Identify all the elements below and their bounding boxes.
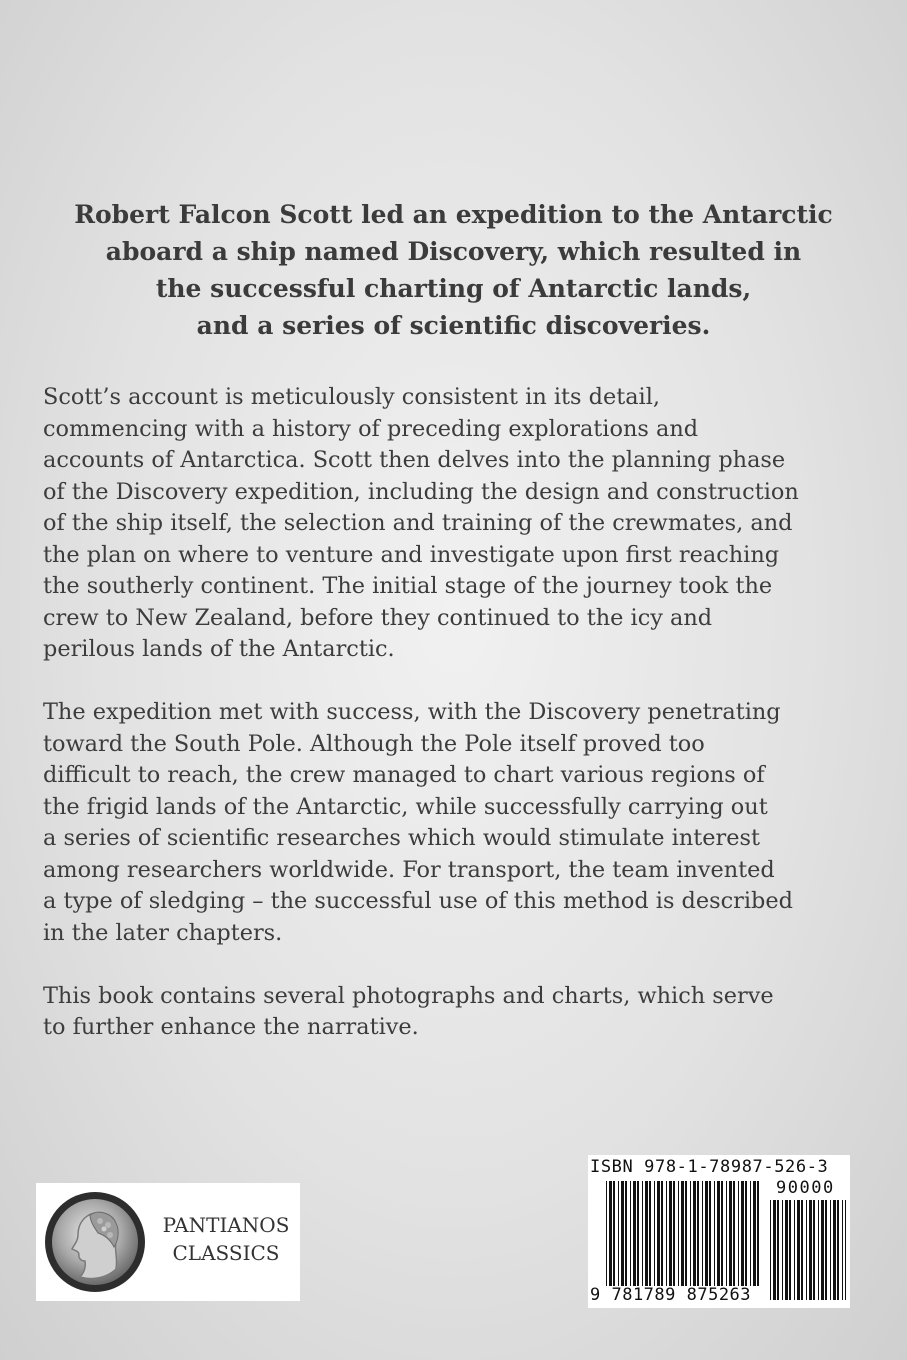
barcode-bar [770,1200,771,1300]
text-line: a type of sledging – the successful use of this method is described [43,888,793,914]
text-line: of the Discovery expedition, including the design and construction [43,478,799,505]
barcode-bar [773,1200,776,1300]
barcode-bar [738,1181,739,1286]
text-line: The expedition met with success, with the Discovery penetrating [43,699,781,725]
barcode-bar [657,1181,660,1286]
coin-head-icon [44,1191,146,1293]
barcode-bar [625,1181,627,1286]
barcode-bar [750,1181,751,1286]
barcode-bar [777,1200,779,1300]
barcode-bar [673,1181,675,1286]
tagline-line: aboard a ship named Discovery, which resulted in [105,237,802,266]
paragraph-3 [43,981,873,1044]
text-line: toward the South Pole. Although the Pole itself proved too [43,730,705,757]
publisher-name-line: CLASSICS [172,1241,280,1265]
barcode-bar [733,1181,735,1286]
text-line: among researchers worldwide. For transport, the team invented [43,856,775,883]
text-line: Scott’s account is meticulously consistent in its detail, [43,384,660,410]
text-line: This book contains several photographs and charts, which serve [43,982,774,1009]
barcode-bar [789,1200,791,1300]
tagline-line: the successful charting of Antarctic lands, [155,274,752,303]
barcode-bar [633,1181,636,1286]
text-line: the plan on where to venture and investigate upon first reaching [43,541,780,568]
barcode-bar [661,1181,663,1286]
barcode-bar [613,1181,615,1286]
text-line: commencing with a history of preceding explorations and [43,415,699,442]
barcode-bar [654,1181,655,1286]
barcode-addon-bars [770,1200,846,1300]
barcode-bar [669,1181,672,1286]
text-line: difficult to reach, the crew managed to chart various regions of [43,762,765,788]
barcode-bar [606,1181,607,1286]
barcode-bar [697,1181,699,1286]
text-line: to further enhance the narrative. [43,1014,419,1040]
isbn-digits: 9 781789 875263 [590,1285,752,1305]
barcode-bar [621,1181,624,1286]
text-line: the southerly continent. The initial stage of the journey took the [43,573,773,599]
barcode-bar [729,1181,732,1286]
barcode-bar [825,1200,827,1300]
barcode-bar [842,1200,843,1300]
barcode-bar [642,1181,643,1286]
barcode-bar [705,1181,708,1286]
barcode-bar [709,1181,711,1286]
barcode-bar [702,1181,703,1286]
text-line: the frigid lands of the Antarctic, while successfully carrying out [43,793,768,820]
text-line: of the ship itself, the selection and training of the crewmates, and [43,510,793,536]
barcode-bar [809,1200,812,1300]
barcode-bar [609,1181,612,1286]
text-line: perilous lands of the Antarctic. [43,636,395,662]
tagline-line: Robert Falcon Scott led an expedition to the Antarctic [74,200,833,229]
barcode-bar [741,1181,744,1286]
publisher-logo [36,1183,300,1301]
barcode-bar [714,1181,715,1286]
isbn-label: ISBN 978-1-78987-526-3 [590,1157,829,1177]
barcode-bar [666,1181,667,1286]
barcode-bar [693,1181,696,1286]
publisher-name [156,1211,296,1267]
barcode-bar [818,1200,819,1300]
barcode-bar [681,1181,684,1286]
publisher-name-line: PANTIANOS [162,1213,290,1237]
text-line: accounts of Antarctica. Scott then delves into the planning phase [43,447,786,473]
barcode-bar [630,1181,631,1286]
description [43,382,873,1075]
barcode-bar [753,1181,756,1286]
barcode-bar [785,1200,788,1300]
barcode-bar [745,1181,747,1286]
barcode-main-bars [606,1181,761,1286]
barcode-bar [833,1200,836,1300]
tagline-line: and a series of scientific discoveries. [196,311,711,340]
barcode-bar [801,1200,803,1300]
barcode-bar [717,1181,720,1286]
barcode-bar [794,1200,795,1300]
barcode-bar [830,1200,831,1300]
paragraph-2 [43,697,873,949]
isbn-barcode [588,1155,850,1308]
barcode-bar [690,1181,691,1286]
barcode-bar [806,1200,807,1300]
barcode-bar [757,1181,759,1286]
barcode-bar [797,1200,800,1300]
barcode-bar [649,1181,651,1286]
barcode-bar [837,1200,839,1300]
barcode-bar [637,1181,639,1286]
text-line: a series of scientific researches which would stimulate interest [43,825,760,851]
barcode-bar [685,1181,687,1286]
price-code: 90000 [776,1178,835,1198]
barcode-bar [845,1200,846,1300]
paragraph-1 [43,382,873,666]
text-line: crew to New Zealand, before they continued to the icy and [43,604,713,631]
text-line: in the later chapters. [43,919,283,946]
barcode-bar [645,1181,648,1286]
tagline [40,196,867,344]
barcode-bar [726,1181,727,1286]
barcode-bar [813,1200,815,1300]
barcode-bar [782,1200,783,1300]
barcode-bar [721,1181,723,1286]
barcode-bar [678,1181,679,1286]
barcode-bar [618,1181,619,1286]
barcode-bar [821,1200,824,1300]
